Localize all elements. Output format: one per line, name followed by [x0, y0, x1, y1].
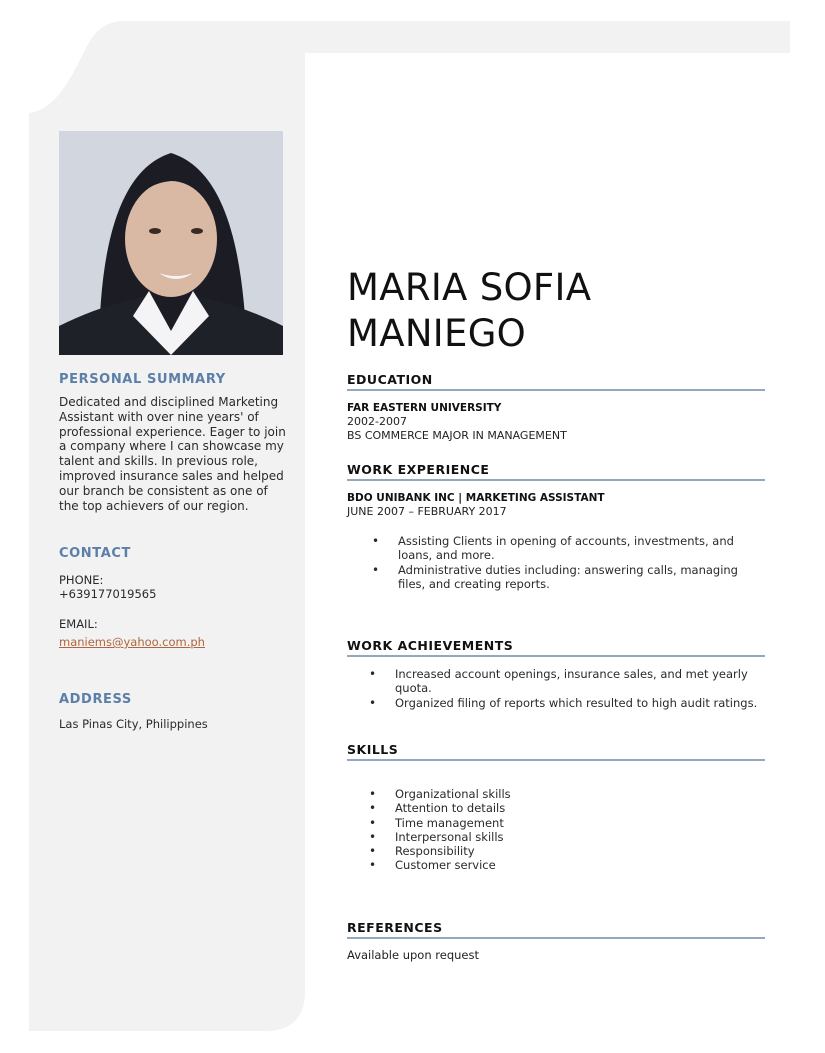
name-block	[347, 265, 765, 357]
name-line-1: MARIA SOFIA	[347, 266, 592, 309]
school-name: FAR EASTERN UNIVERSITY	[347, 402, 502, 414]
skills-section	[347, 742, 765, 873]
address-heading: ADDRESS	[59, 692, 132, 707]
job-dates: JUNE 2007 – FEBRUARY 2017	[347, 505, 507, 518]
list-item: • Increased account openings, insurance sales, and met yearly quota.	[395, 667, 765, 696]
list-item: • Time management	[395, 816, 765, 830]
personal-summary-text: Dedicated and disciplined Marketing Assistant with over nine years' of professional experience. Eager to join a company where I can showcase my talent and skills. In previous role, improved insurance sales and helped our branch be consistent as one of the top achievers of our region.	[59, 395, 286, 513]
personal-summary-heading: PERSONAL SUMMARY	[59, 372, 226, 387]
list-item: • Customer service	[395, 858, 765, 872]
list-item: • Attention to details	[395, 801, 765, 815]
list-item: • Organizational skills	[395, 787, 765, 801]
school-years: 2002-2007	[347, 415, 407, 428]
phone-label: PHONE:	[59, 573, 104, 587]
references-heading: REFERENCES	[347, 920, 765, 939]
references-text: Available upon request	[347, 948, 479, 962]
degree: BS COMMERCE MAJOR IN MANAGEMENT	[347, 429, 567, 442]
personal-summary-section	[59, 372, 291, 513]
work-experience-heading: WORK EXPERIENCE	[347, 462, 765, 481]
name-line-2: MANIEGO	[347, 312, 527, 355]
phone-value: +639177019565	[59, 587, 157, 601]
list-item: • Organized filing of reports which resulted to high audit ratings.	[395, 696, 765, 710]
email-label: EMAIL:	[59, 617, 98, 631]
list-item: • Interpersonal skills	[395, 830, 765, 844]
job-title: BDO UNIBANK INC | MARKETING ASSISTANT	[347, 492, 605, 504]
education-heading: EDUCATION	[347, 372, 765, 391]
email-link[interactable]: maniems@yahoo.com.ph	[59, 635, 205, 649]
contact-section	[59, 546, 291, 650]
list-item: • Assisting Clients in opening of accounts, investments, and loans, and more.	[398, 534, 743, 563]
skills-heading: SKILLS	[347, 742, 765, 761]
skills-list	[395, 787, 765, 873]
profile-photo	[59, 131, 283, 355]
achievements-heading: WORK ACHIEVEMENTS	[347, 638, 765, 657]
contact-heading: CONTACT	[59, 546, 131, 561]
references-section	[347, 920, 765, 962]
achievements-section	[347, 638, 765, 710]
job-duties-list	[398, 534, 743, 591]
achievements-list	[395, 667, 765, 710]
address-section	[59, 692, 291, 731]
list-item: • Responsibility	[395, 844, 765, 858]
work-experience-section	[347, 462, 765, 591]
address-text: Las Pinas City, Philippines	[59, 717, 208, 731]
education-section	[347, 372, 765, 443]
list-item: • Administrative duties including: answering calls, managing files, and creating reports.	[398, 563, 743, 592]
